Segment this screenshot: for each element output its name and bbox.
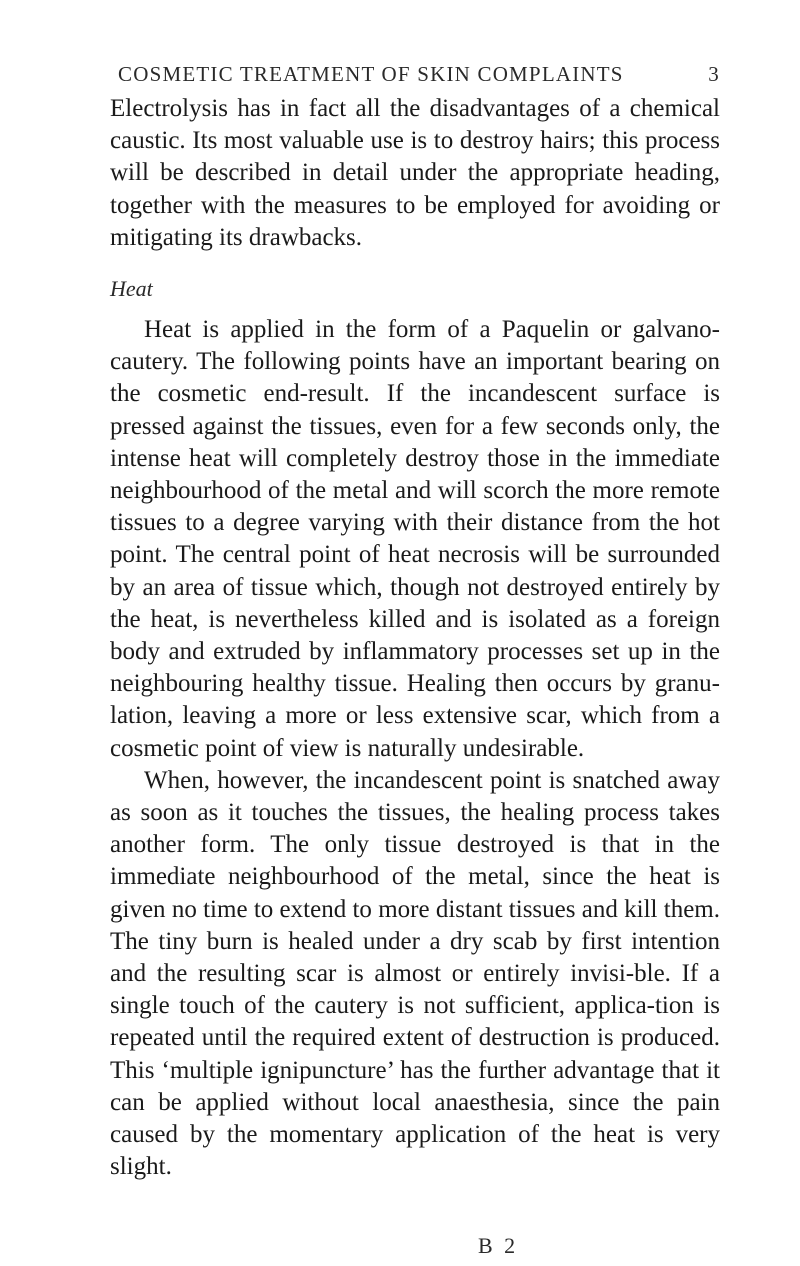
book-page <box>110 62 720 1184</box>
section-heading-heat: Heat <box>110 276 153 302</box>
paragraph-electrolysis: Electrolysis has in fact all the disadvantages of a chemical caustic. Its most valuable use is to destroy hairs; this process will be described in detail under the appropriate heading, together with the measures to be employed for avoiding or mitigating its drawbacks. <box>110 95 720 251</box>
paragraph-heat-2: When, however, the incandescent point is snatched away as soon as it touches the tissues, the healing process takes another form. The only tissue destroyed is that in the immediate neighbourhood of the metal, since the heat is given no time to extend to more distant tissues and kill them. The tiny burn is healed under a dry scab by first intention and the resulting scar is almost or entirely invisi-ble. If a single touch of the cautery is not sufficient, applica-tion is repeated until the required extent of destruction is produced. This ‘multiple ignipuncture’ has the further advantage that it can be applied without local anaesthesia, since the pain caused by the momentary application of the heat is very slight. <box>110 766 720 1181</box>
paragraph-heat-1: Heat is applied in the form of a Paquelin or galvano-cautery. The following points have an important bearing on the cosmetic end-result. If the incandescent surface is pressed against the tissues, even for a few seconds only, the intense heat will completely destroy those in the immediate neighbourhood of the metal and will scorch the more remote tissues to a degree varying with their distance from the hot point. The central point of heat necrosis will be surrounded by an area of tissue which, though not destroyed entirely by the heat, is nevertheless killed and is isolated as a foreign body and extruded by inflammatory processes set up in the neighbouring healthy tissue. Healing then occurs by granu-lation, leaving a more or less extensive scar, which from a cosmetic point of view is naturally undesirable. <box>110 316 720 762</box>
page-number: 3 <box>708 62 720 86</box>
running-head <box>110 62 720 87</box>
signature-mark: B 2 <box>478 1233 519 1258</box>
running-head-title: COSMETIC TREATMENT OF SKIN COMPLAINTS <box>118 62 624 86</box>
